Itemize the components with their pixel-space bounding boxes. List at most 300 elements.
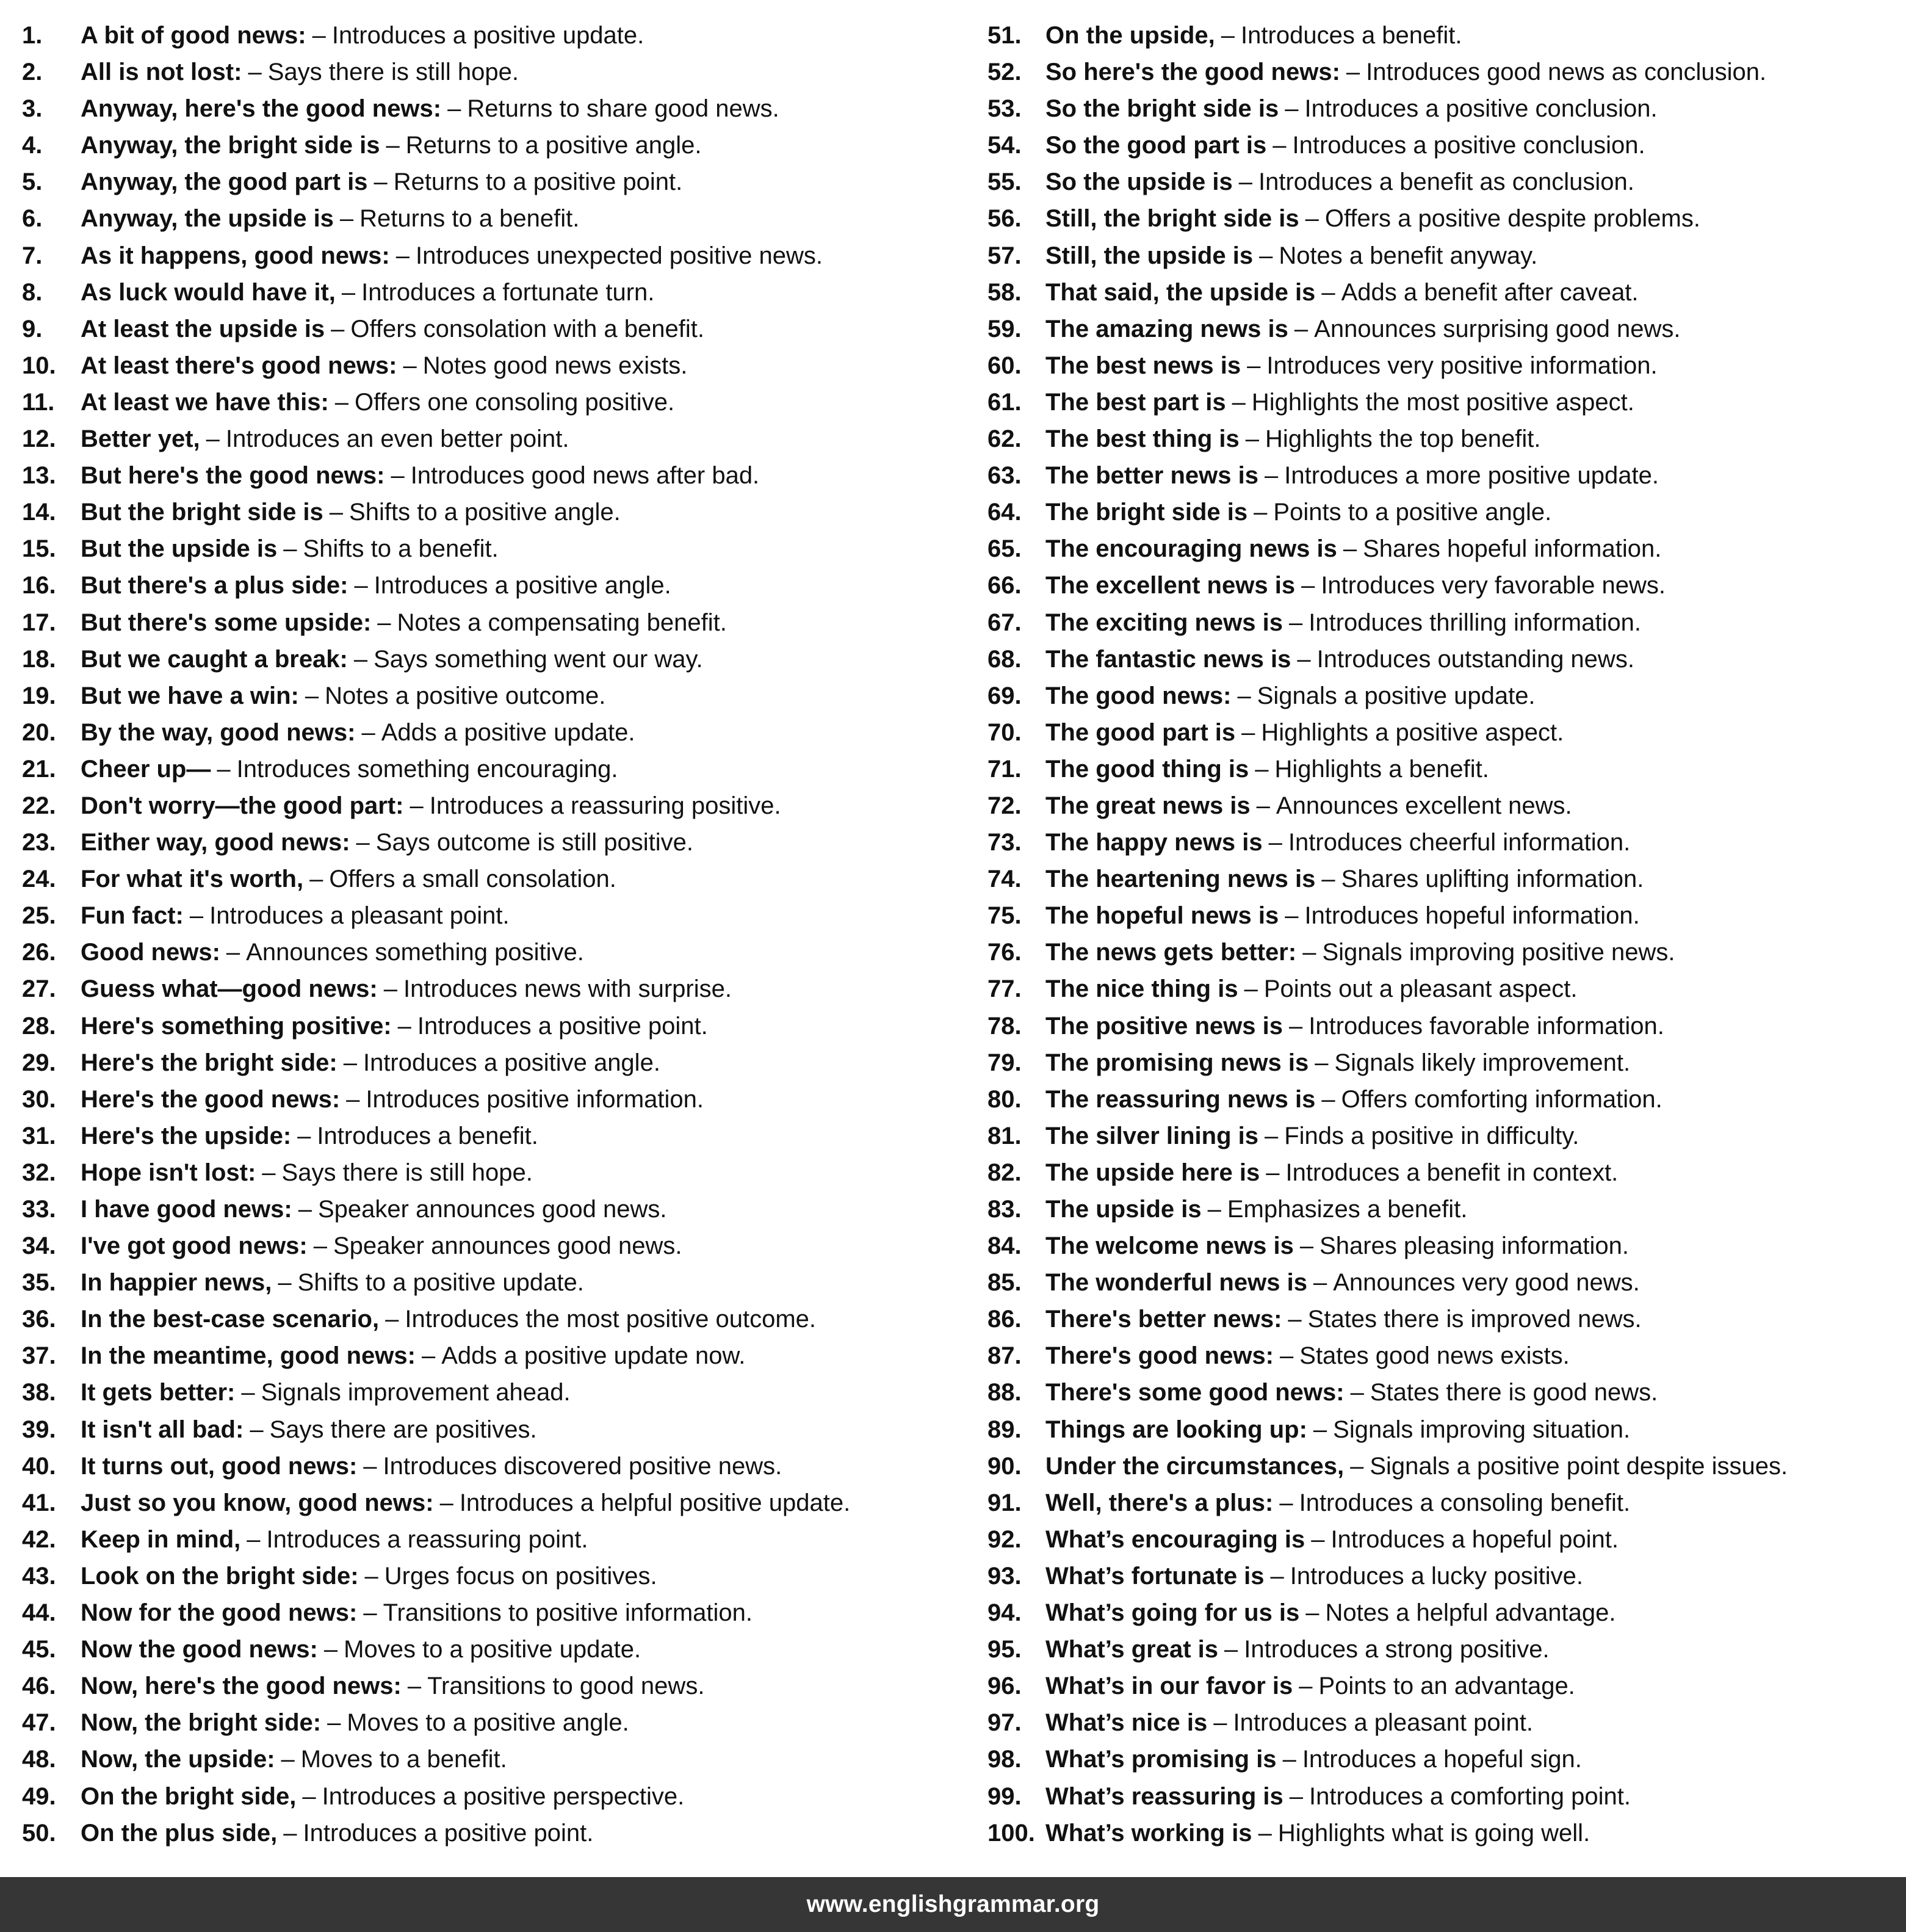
item-description: Highlights a benefit. [1274,755,1489,783]
item-description: Notes a benefit anyway. [1279,242,1538,269]
item-separator: – [331,315,345,342]
item-number: 67. [987,609,1022,636]
item-separator: – [1255,755,1269,783]
item-number: 92. [987,1525,1022,1553]
item-phrase: Hope isn't lost: [81,1159,256,1186]
item-separator: – [1321,866,1335,893]
item-separator: – [309,866,323,893]
item-phrase: The hopeful news is [1045,902,1279,930]
item-number: 60. [987,352,1022,379]
item-separator: – [1305,205,1319,233]
list-item [987,530,1903,567]
list-item [987,1154,1903,1191]
item-number: 36. [22,1306,56,1333]
item-separator: – [312,22,326,49]
item-separator: – [1343,535,1357,563]
item-phrase: Either way, good news: [81,829,350,856]
list-item [22,494,974,530]
list-item [22,311,974,347]
item-separator: – [364,1562,378,1590]
list-item [987,1521,1903,1558]
item-description: Introduces a hopeful sign. [1302,1746,1582,1773]
item-description: Introduces a benefit. [317,1122,538,1149]
item-number: 94. [987,1599,1022,1627]
item-separator: – [374,168,388,196]
item-separator: – [1238,168,1252,196]
list-item [987,127,1903,164]
item-separator: – [1279,1489,1293,1516]
item-description: Signals improving positive news. [1322,939,1675,966]
item-description: Finds a positive in difficulty. [1284,1122,1579,1149]
list-item [22,897,974,934]
item-number: 56. [987,205,1022,233]
item-description: Notes a helpful advantage. [1325,1599,1616,1627]
item-number: 31. [22,1122,56,1149]
item-phrase: There's some good news: [1045,1379,1345,1406]
item-description: Introduces a lucky positive. [1290,1562,1584,1590]
item-separator: – [341,278,356,306]
item-number: 57. [987,242,1022,269]
item-description: Shifts to a positive angle. [349,499,621,526]
item-description: Introduces the most positive outcome. [405,1306,817,1333]
item-description: Moves to a positive angle. [347,1709,629,1737]
item-phrase: What’s great is [1045,1636,1219,1663]
item-separator: – [1247,352,1261,379]
item-number: 74. [987,866,1022,893]
list-item [22,1191,974,1228]
item-number: 97. [987,1709,1022,1737]
footer-bar [0,1877,1906,1932]
list-item [987,1228,1903,1264]
item-description: Notes a positive outcome. [325,682,606,709]
item-separator: – [1289,609,1303,636]
item-description: States there is good news. [1370,1379,1658,1406]
item-description: Shares uplifting information. [1341,866,1644,893]
item-phrase: The good news: [1045,682,1232,709]
list-item [22,1558,974,1594]
item-number: 23. [22,829,56,856]
item-number: 21. [22,755,56,783]
item-description: Returns to a benefit. [359,205,580,233]
item-number: 24. [22,866,56,893]
item-separator: – [1241,718,1255,746]
item-separator: – [1264,462,1279,490]
item-separator: – [1299,1232,1314,1260]
item-number: 8. [22,278,43,306]
list-item [22,787,974,824]
item-separator: – [298,1196,312,1223]
item-phrase: In the best-case scenario, [81,1306,380,1333]
item-phrase: The amazing news is [1045,315,1288,342]
item-description: Signals improvement ahead. [261,1379,571,1406]
list-item [22,1741,974,1778]
item-description: Signals a positive point despite issues. [1370,1452,1788,1480]
list-item [987,200,1903,237]
item-phrase: The reassuring news is [1045,1085,1316,1113]
item-phrase: But we have a win: [81,682,299,709]
item-phrase: So the good part is [1045,132,1267,159]
item-number: 95. [987,1636,1022,1663]
list-item [987,1704,1903,1741]
item-separator: – [323,1636,338,1663]
item-phrase: As luck would have it, [81,278,336,306]
item-phrase: Now, here's the good news: [81,1673,402,1700]
list-item [22,1008,974,1044]
item-separator: – [1245,425,1260,453]
item-phrase: The exciting news is [1045,609,1283,636]
item-description: Introduces a positive point. [417,1012,708,1040]
item-description: Introduces a positive point. [303,1819,594,1847]
item-description: Emphasizes a benefit. [1227,1196,1468,1223]
item-number: 3. [22,95,43,123]
list-item [987,274,1903,311]
item-phrase: The nice thing is [1045,975,1238,1003]
item-phrase: Here's the bright side: [81,1049,338,1076]
list-item [22,530,974,567]
item-description: Speaker announces good news. [317,1196,667,1223]
item-phrase: By the way, good news: [81,718,356,746]
item-phrase: The upside is [1045,1196,1202,1223]
item-number: 68. [987,645,1022,673]
item-phrase: At least there's good news: [81,352,397,379]
item-phrase: The good thing is [1045,755,1249,783]
item-phrase: The best thing is [1045,425,1240,453]
item-phrase: That said, the upside is [1045,278,1316,306]
list-item [987,421,1903,457]
item-phrase: Guess what—good news: [81,975,378,1003]
item-separator: – [383,975,397,1003]
list-item [987,17,1903,54]
list-item [987,1485,1903,1521]
item-phrase: But the upside is [81,535,278,563]
item-description: Highlights the top benefit. [1265,425,1541,453]
item-description: Introduces a comforting point. [1309,1782,1631,1810]
item-separator: – [439,1489,453,1516]
item-phrase: Now for the good news: [81,1599,358,1627]
item-description: Introduces an even better point. [225,425,569,453]
list-item [22,1668,974,1704]
item-number: 91. [987,1489,1022,1516]
list-item [22,1228,974,1264]
item-number: 29. [22,1049,56,1076]
item-number: 39. [22,1416,56,1443]
item-phrase: In happier news, [81,1269,272,1297]
list-item [987,1191,1903,1228]
item-description: Announces very good news. [1333,1269,1640,1297]
item-phrase: Under the circumstances, [1045,1452,1345,1480]
item-phrase: On the plus side, [81,1819,278,1847]
list-item [987,1448,1903,1485]
list-item [987,971,1903,1007]
list-item [22,274,974,311]
item-phrase: At least we have this: [81,388,329,416]
item-phrase: The fantastic news is [1045,645,1291,673]
item-number: 77. [987,975,1022,1003]
list-item [22,1374,974,1411]
item-separator: – [377,609,391,636]
list-item [987,1008,1903,1044]
list-item [22,861,974,897]
item-number: 66. [987,572,1022,599]
item-number: 88. [987,1379,1022,1406]
item-phrase: But we caught a break: [81,645,348,673]
item-phrase: At least the upside is [81,315,325,342]
left-column [22,17,974,1851]
item-number: 10. [22,352,56,379]
item-phrase: What’s encouraging is [1045,1525,1305,1553]
item-phrase: The bright side is [1045,499,1248,526]
item-number: 86. [987,1306,1022,1333]
list-item [987,1337,1903,1374]
item-phrase: So the upside is [1045,168,1233,196]
item-description: Introduces very positive information. [1266,352,1658,379]
item-separator: – [1302,939,1316,966]
list-item [987,714,1903,751]
item-separator: – [1301,572,1315,599]
item-separator: – [329,499,344,526]
item-phrase: Better yet, [81,425,200,453]
item-number: 18. [22,645,56,673]
item-description: Introduces a pleasant point. [209,902,510,930]
list-item [22,1337,974,1374]
item-description: Introduces a pleasant point. [1233,1709,1533,1737]
list-item [987,54,1903,90]
item-description: Introduces unexpected positive news. [415,242,823,269]
list-item [22,1044,974,1081]
item-description: Urges focus on positives. [384,1562,657,1590]
list-item [22,457,974,494]
item-description: States there is improved news. [1307,1306,1642,1333]
item-number: 7. [22,242,43,269]
item-number: 76. [987,939,1022,966]
item-number: 6. [22,205,43,233]
item-separator: – [1289,1012,1303,1040]
item-phrase: But there's a plus side: [81,572,348,599]
item-separator: – [1268,829,1282,856]
item-phrase: Look on the bright side: [81,1562,359,1590]
footer-website-text: www.englishgrammar.org [806,1891,1100,1917]
item-phrase: The better news is [1045,462,1258,490]
item-description: Introduces something encouraging. [236,755,618,783]
item-phrase: Here's something positive: [81,1012,392,1040]
item-number: 83. [987,1196,1022,1223]
list-item [987,457,1903,494]
item-description: Introduces good news after bad. [410,462,760,490]
item-number: 81. [987,1122,1022,1149]
list-item [22,1521,974,1558]
item-separator: – [297,1122,311,1149]
item-separator: – [1321,278,1335,306]
list-item [22,1081,974,1118]
list-item [22,1778,974,1815]
item-separator: – [305,682,319,709]
item-number: 22. [22,792,56,819]
list-item [22,384,974,421]
item-description: Points out a pleasant aspect. [1263,975,1578,1003]
item-description: Introduces a positive angle. [374,572,671,599]
item-phrase: Don't worry—the good part: [81,792,404,819]
list-item [987,1044,1903,1081]
item-separator: – [1289,1782,1303,1810]
item-phrase: The positive news is [1045,1012,1283,1040]
item-phrase: What’s working is [1045,1819,1252,1847]
item-description: Points to an advantage. [1318,1673,1575,1700]
item-number: 14. [22,499,56,526]
item-description: Introduces a more positive update. [1284,462,1659,490]
item-separator: – [395,242,410,269]
item-number: 51. [987,22,1022,49]
item-phrase: The upside here is [1045,1159,1260,1186]
item-separator: – [1280,1342,1294,1370]
list-item [987,1668,1903,1704]
item-number: 9. [22,315,43,342]
item-description: Introduces a benefit. [1241,22,1462,49]
item-separator: – [241,1379,255,1406]
list-item [22,751,974,787]
item-separator: – [1272,132,1287,159]
item-separator: – [363,1452,377,1480]
item-number: 99. [987,1782,1022,1810]
list-item [987,164,1903,200]
list-item [987,897,1903,934]
item-phrase: I have good news: [81,1196,292,1223]
list-item [22,90,974,127]
list-item [987,824,1903,861]
list-item [987,1374,1903,1411]
item-phrase: A bit of good news: [81,22,306,49]
item-description: Introduces a reassuring point. [266,1525,588,1553]
item-number: 61. [987,388,1022,416]
item-number: 63. [987,462,1022,490]
item-number: 85. [987,1269,1022,1297]
item-description: Moves to a positive update. [344,1636,641,1663]
item-number: 15. [22,535,56,563]
item-phrase: The encouraging news is [1045,535,1337,563]
list-item [22,200,974,237]
item-phrase: The news gets better: [1045,939,1297,966]
item-separator: – [407,1673,422,1700]
list-item [22,127,974,164]
item-phrase: In the meantime, good news: [81,1342,416,1370]
item-phrase: Anyway, here's the good news: [81,95,442,123]
list-item [22,641,974,678]
item-description: Says there is still hope. [281,1159,533,1186]
item-description: Introduces favorable information. [1309,1012,1664,1040]
item-number: 16. [22,572,56,599]
list-item [22,1264,974,1301]
list-item [22,824,974,861]
list-item [987,1631,1903,1668]
item-description: Highlights a positive aspect. [1261,718,1564,746]
item-number: 49. [22,1782,56,1810]
item-description: Notes good news exists. [422,352,688,379]
item-phrase: Now, the upside: [81,1746,275,1773]
item-separator: – [278,1269,292,1297]
item-phrase: The best news is [1045,352,1241,379]
item-number: 30. [22,1085,56,1113]
item-separator: – [1213,1709,1227,1737]
item-separator: – [1321,1085,1335,1113]
item-number: 17. [22,609,56,636]
item-number: 26. [22,939,56,966]
item-separator: – [1256,792,1270,819]
item-separator: – [1350,1452,1364,1480]
list-item [987,1301,1903,1337]
item-description: Shares pleasing information. [1319,1232,1630,1260]
list-item [987,1081,1903,1118]
item-description: Transitions to good news. [427,1673,705,1700]
item-separator: – [361,718,375,746]
item-separator: – [1299,1673,1313,1700]
item-separator: – [1294,315,1309,342]
item-separator: – [410,792,424,819]
item-description: Introduces a hopeful point. [1330,1525,1619,1553]
item-phrase: The best part is [1045,388,1226,416]
item-description: Moves to a benefit. [300,1746,507,1773]
item-number: 42. [22,1525,56,1553]
list-item [22,237,974,274]
item-description: Introduces discovered positive news. [383,1452,782,1480]
item-phrase: What’s going for us is [1045,1599,1300,1627]
list-item [987,1778,1903,1815]
item-separator: – [1285,902,1299,930]
list-item [22,934,974,971]
item-phrase: What’s nice is [1045,1709,1208,1737]
item-description: Offers a small consolation. [329,866,616,893]
item-number: 78. [987,1012,1022,1040]
item-phrase: Now, the bright side: [81,1709,322,1737]
item-description: Introduces news with surprise. [403,975,732,1003]
item-description: Introduces a positive perspective. [322,1782,685,1810]
list-item [987,787,1903,824]
item-phrase: Good news: [81,939,220,966]
item-separator: – [447,95,461,123]
item-description: Speaker announces good news. [333,1232,682,1260]
item-phrase: The happy news is [1045,829,1263,856]
list-item [987,567,1903,604]
list-item [987,90,1903,127]
item-separator: – [363,1599,377,1627]
item-separator: – [1244,975,1258,1003]
item-separator: – [283,1819,297,1847]
list-item [987,494,1903,530]
item-description: Shifts to a benefit. [303,535,499,563]
item-description: Announces something positive. [246,939,584,966]
item-number: 45. [22,1636,56,1663]
item-description: Adds a positive update now. [441,1342,746,1370]
item-phrase: The wonderful news is [1045,1269,1307,1297]
item-number: 62. [987,425,1022,453]
list-item [22,714,974,751]
item-separator: – [385,1306,399,1333]
item-description: Offers comforting information. [1341,1085,1662,1113]
item-phrase: For what it's worth, [81,866,304,893]
item-phrase: So here's the good news: [1045,59,1340,86]
item-separator: – [226,939,240,966]
item-phrase: Well, there's a plus: [1045,1489,1274,1516]
item-number: 82. [987,1159,1022,1186]
item-description: Introduces a reassuring positive. [429,792,781,819]
list-item [22,971,974,1007]
item-number: 4. [22,132,43,159]
item-separator: – [391,462,405,490]
item-number: 100. [987,1819,1035,1847]
item-phrase: On the upside, [1045,22,1215,49]
item-description: Announces surprising good news. [1314,315,1681,342]
item-separator: – [1313,1269,1327,1297]
item-number: 64. [987,499,1022,526]
list-item [987,604,1903,641]
